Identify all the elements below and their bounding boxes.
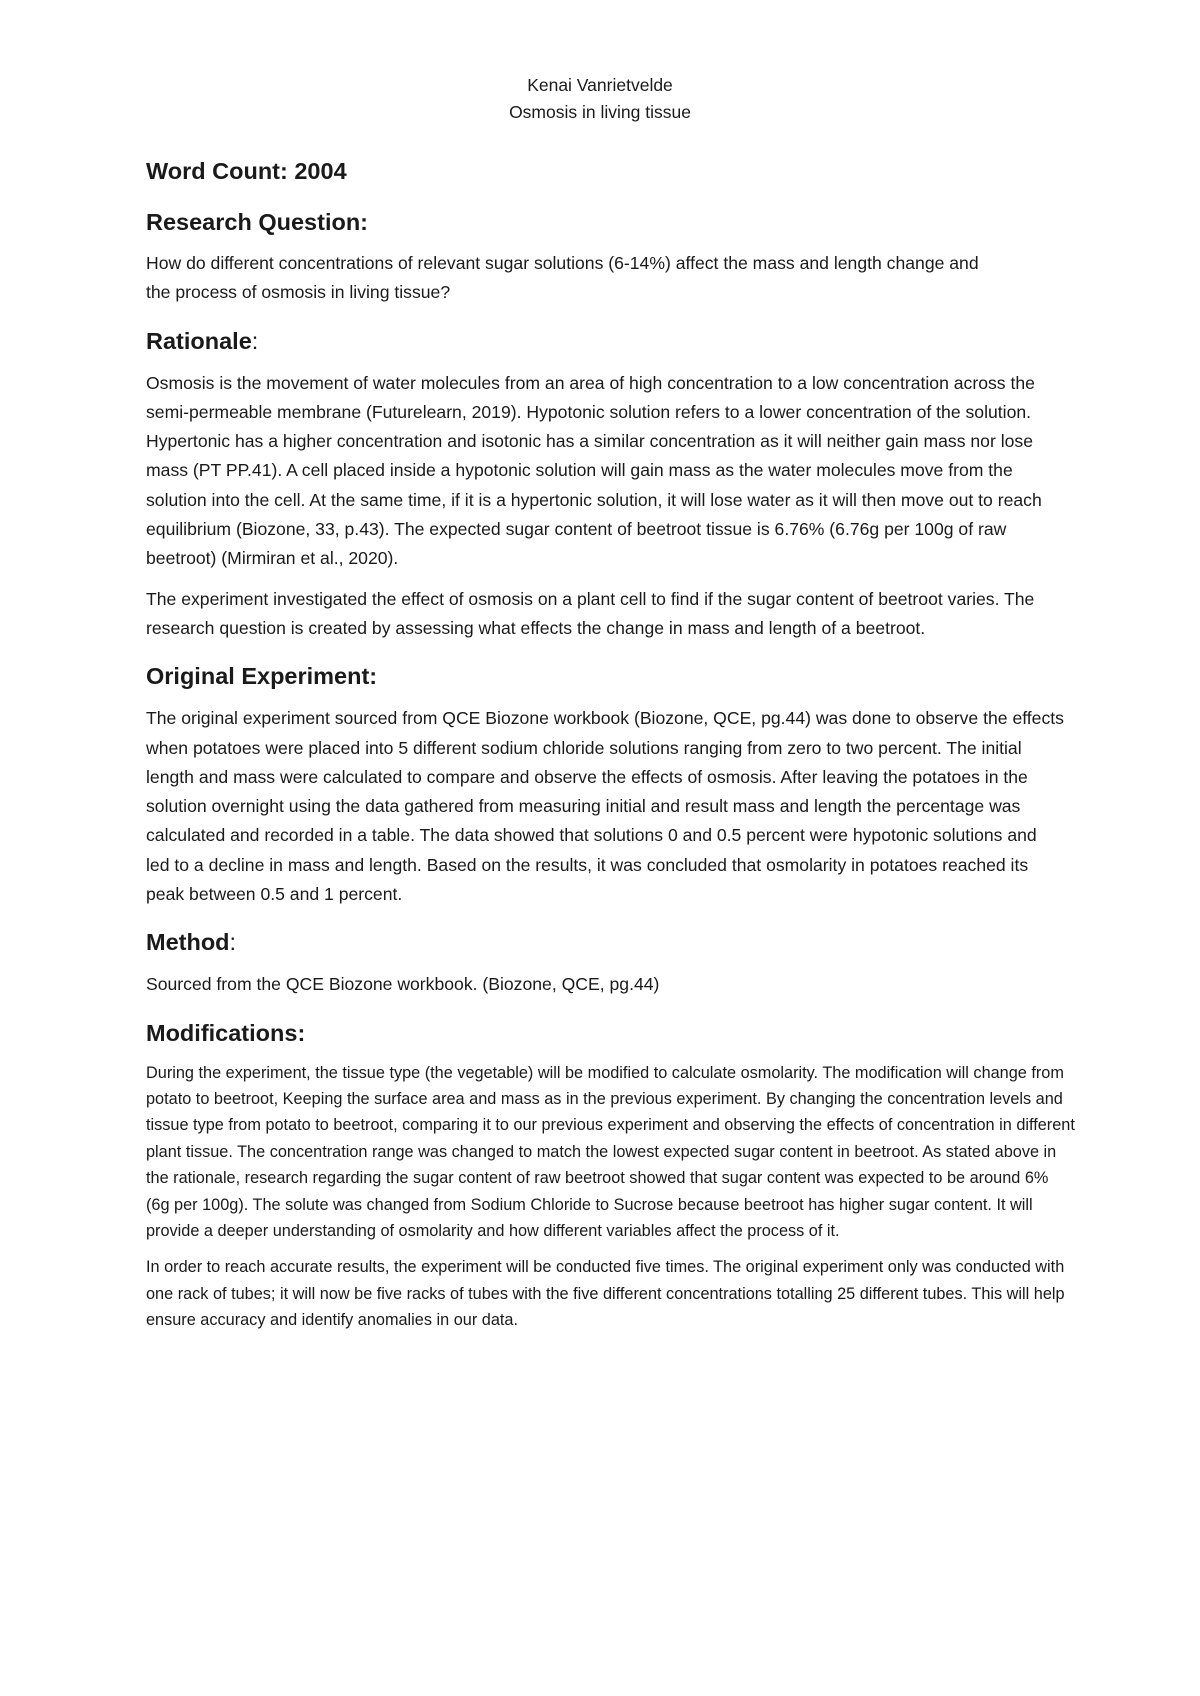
method-heading-text: Method bbox=[146, 929, 230, 956]
document-title: Osmosis in living tissue bbox=[509, 102, 691, 122]
original-experiment-heading: Original Experiment: bbox=[146, 663, 378, 690]
word-count-heading: Word Count: 2004 bbox=[146, 158, 347, 184]
rationale-heading-colon: : bbox=[251, 327, 259, 354]
rationale-paragraph-1: Osmosis is the movement of water molecules from an area of high concentration to a low concentration across the semi-permeable membrane (Futurelearn, 2019). Hypotonic solution refers to a lower concentration of the solution. Hypertonic has a higher concentration and isotonic has a similar concentration as it will neither gain mass nor lose mass (PT PP.41). A cell placed inside a hypotonic solution will gain mass as the water molecules move from the solution into the cell. At the same time, if it is a hypertonic solution, it will lose water as it will then move out to reach equilibrium (Biozone, 33, p.43). The expected sugar content of beetroot tissue is 6.76% (6.76g per 100g of raw beetroot) (Mirmiran et al., 2020). bbox=[146, 372, 1042, 569]
author-name: Kenai Vanrietvelde bbox=[527, 75, 673, 95]
original-experiment-text: The original experiment sourced from QCE Biozone workbook (Biozone, QCE, pg.44) was done to observe the effects when potatoes were placed into 5 different sodium chloride solutions ranging from zero to two percent. The initial length and mass were calculated to compare and observe the effects of osmosis. After leaving the potatoes in the solution overnight using the data gathered from measuring initial and result mass and length the percentage was calculated and recorded in a table. The data showed that solutions 0 and 0.5 percent were hypotonic solutions and led to a decline in mass and length. Based on the results, it was concluded that osmolarity in potatoes reached its peak between 0.5 and 1 percent. bbox=[146, 708, 1064, 905]
rationale-heading bbox=[146, 326, 1066, 356]
rationale-paragraph-2: The experiment investigated the effect of osmosis on a plant cell to find if the sugar content of beetroot varies. The research question is created by assessing what effects the change in mass and length of a beetroot. bbox=[146, 588, 1035, 638]
rationale-heading-text: Rationale bbox=[146, 327, 252, 354]
method-text: Sourced from the QCE Biozone workbook. (Biozone, QCE, pg.44) bbox=[146, 974, 660, 995]
method-heading-colon: : bbox=[229, 929, 237, 956]
document-header bbox=[0, 72, 1200, 126]
modifications-paragraph-2: In order to reach accurate results, the experiment will be conducted five times. The original experiment only was conducted with one rack of tubes; it will now be five racks of tubes with the five different concentrations totalling 25 different tubes. This will help ensure accuracy and identify anomalies in our data. bbox=[146, 1258, 1065, 1330]
method-heading bbox=[146, 927, 1066, 957]
document-body bbox=[146, 156, 1075, 1334]
modifications-heading: Modifications: bbox=[146, 1019, 306, 1046]
modifications-paragraph-1: During the experiment, the tissue type (the vegetable) will be modified to calculate osmolarity. The modification will change from potato to beetroot, Keeping the surface area and mass as in the previous experiment. By changing the concentration levels and tissue type from potato to beetroot, comparing it to our previous experiment and observing the effects of concentration in different plant tissue. The concentration range was changed to match the lowest expected sugar content in beetroot. As stated above in the rationale, research regarding the sugar content of raw beetroot showed that sugar content was expected to be around 6% (6g per 100g). The solute was changed from Sodium Chloride to Sucrose because beetroot has higher sugar content. It will provide a deeper understanding of osmolarity and how different variables affect the process of it. bbox=[146, 1063, 1075, 1241]
research-question-text: How do different concentrations of relevant sugar solutions (6-14%) affect the mass and length change and the process of osmosis in living tissue? bbox=[146, 253, 979, 303]
research-question-heading: Research Question: bbox=[146, 209, 369, 235]
